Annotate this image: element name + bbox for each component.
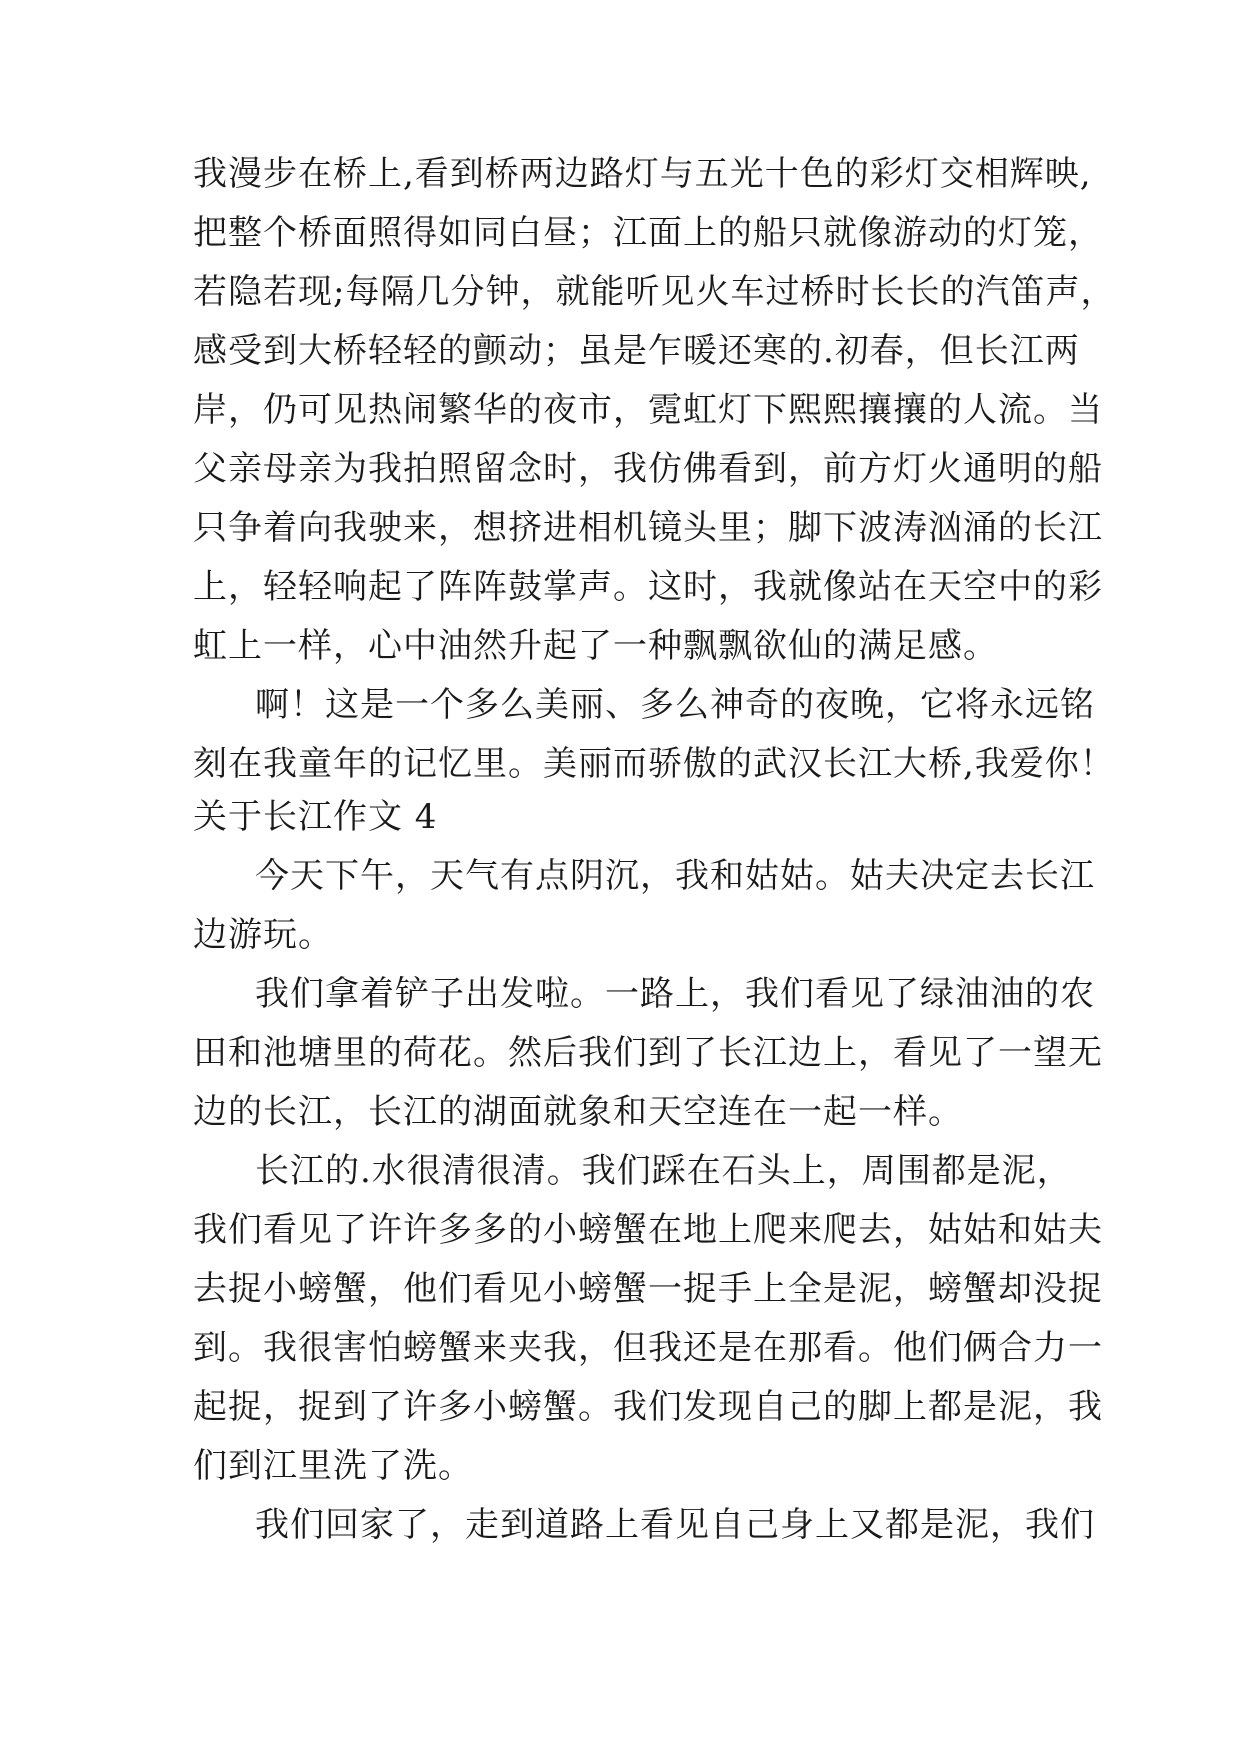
text-line: 起捉，捉到了许多小螃蟹。我们发现自己的脚上都是泥，我 [193, 1387, 1103, 1427]
text-line: 长江的.水很清很清。我们踩在石头上，周围都是泥， [255, 1151, 1072, 1191]
text-line: 刻在我童年的记忆里。美丽而骄傲的武汉长江大桥,我爱你！ [193, 744, 1115, 784]
text-line: 我们拿着铲子出发啦。一路上，我们看见了绿油油的农 [255, 974, 1095, 1014]
text-line: 田和池塘里的荷花。然后我们到了长江边上，看见了一望无 [193, 1033, 1103, 1073]
text-line: 上，轻轻响起了阵阵鼓掌声。这时，我就像站在天空中的彩 [193, 567, 1103, 607]
text-line: 感受到大桥轻轻的颤动；虽是乍暖还寒的.初春，但长江两 [193, 331, 1080, 371]
text-line: 虹上一样，心中油然升起了一种飘飘欲仙的满足感。 [193, 626, 998, 666]
text-line: 到。我很害怕螃蟹来夹我，但我还是在那看。他们俩合力一 [193, 1328, 1103, 1368]
text-line: 把整个桥面照得如同白昼；江面上的船只就像游动的灯笼， [193, 213, 1103, 253]
text-line: 边游玩。 [193, 915, 333, 955]
text-line: 啊！这是一个多么美丽、多么神奇的夜晚，它将永远铭 [255, 685, 1095, 725]
text-line: 今天下午，天气有点阴沉，我和姑姑。姑夫决定去长江 [255, 856, 1095, 896]
text-line: 我们回家了，走到道路上看见自己身上又都是泥，我们 [255, 1505, 1095, 1545]
text-line: 父亲母亲为我拍照留念时，我仿佛看到，前方灯火通明的船 [193, 449, 1103, 489]
text-line: 去捉小螃蟹，他们看见小螃蟹一捉手上全是泥，螃蟹却没捉 [193, 1269, 1103, 1309]
text-line: 我漫步在桥上,看到桥两边路灯与五光十色的彩灯交相辉映, [193, 154, 1092, 194]
text-line: 我们看见了许许多多的小螃蟹在地上爬来爬去，姑姑和姑夫 [193, 1210, 1103, 1250]
section-heading: 关于长江作文 4 [193, 797, 438, 837]
text-line: 只争着向我驶来，想挤进相机镜头里；脚下波涛汹涌的长江 [193, 508, 1103, 548]
text-line: 边的长江，长江的湖面就象和天空连在一起一样。 [193, 1092, 963, 1132]
text-line: 岸，仍可见热闹繁华的夜市，霓虹灯下熙熙攘攘的人流。当 [193, 390, 1103, 430]
text-line: 若隐若现;每隔几分钟，就能听见火车过桥时长长的汽笛声， [193, 272, 1116, 312]
text-line: 们到江里洗了洗。 [193, 1446, 473, 1486]
